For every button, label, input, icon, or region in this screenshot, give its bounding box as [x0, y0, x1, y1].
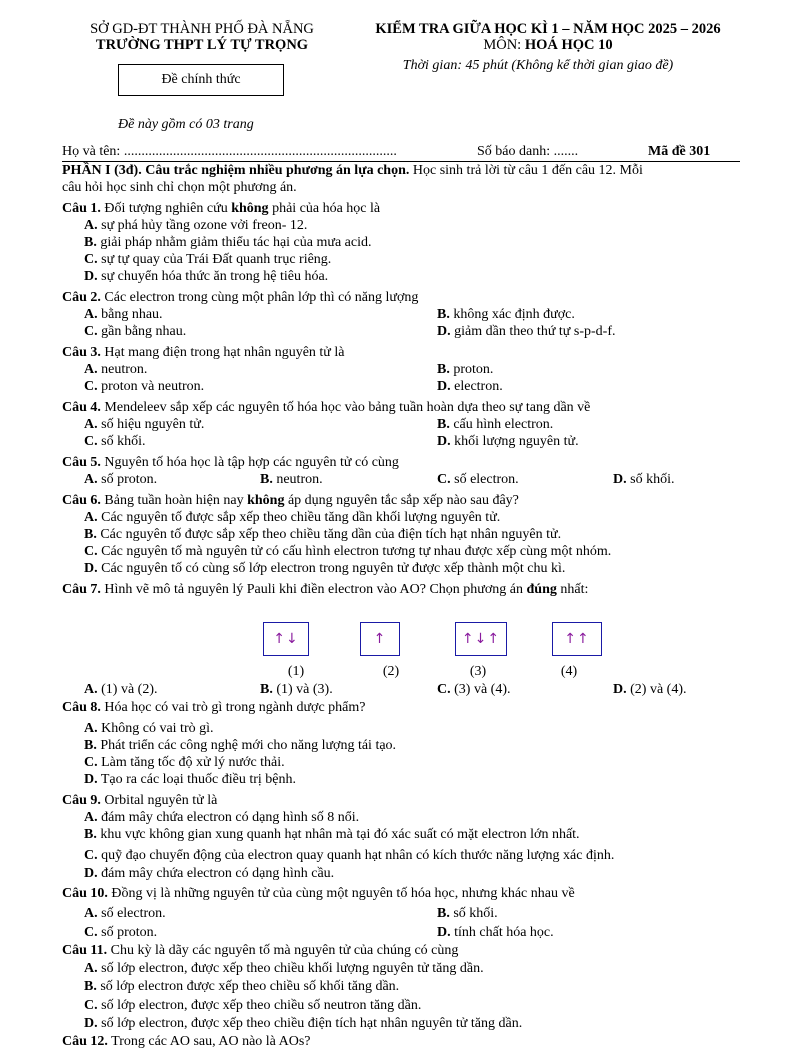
question-text: Đối tượng nghiên cứu [100, 201, 232, 216]
option-letter: D. [437, 324, 451, 339]
question-emphasis: không [247, 493, 285, 508]
option-letter: C. [437, 472, 451, 487]
question-text: Hóa học có vai trò gì trong ngành dược phẩm? [100, 700, 366, 715]
q7-option-d [613, 682, 687, 699]
option-text: Tạo ra các loại thuốc điều trị bệnh. [100, 772, 297, 787]
q10-option-a [84, 906, 166, 923]
question-emphasis: đúng [526, 582, 557, 597]
option-text: số hiệu nguyên tử. [101, 417, 205, 432]
option-letter: C. [84, 848, 98, 863]
part1-instruction-cont: câu hỏi học sinh chỉ chọn một phương án. [62, 180, 297, 195]
option-text: số proton. [101, 472, 158, 487]
option-text: khối lượng nguyên tử. [454, 434, 579, 449]
question-text: Nguyên tố hóa học là tập hợp các nguyên tử có cùng [100, 455, 399, 470]
q4-option-c [84, 434, 145, 451]
part1-title: PHẦN I (3đ). Câu trắc nghiệm nhiều phương án lựa chọn. [62, 163, 410, 178]
orbital-label-2: (2) [382, 664, 400, 679]
option-text: đám mây chứa electron có dạng hình số 8 nổi. [101, 810, 360, 825]
q2-option-d [437, 324, 616, 341]
question-number: Câu 4. [62, 400, 101, 415]
question-12 [62, 1034, 311, 1051]
option-text: Các nguyên tố có cùng số lớp electron trong nguyên tử được xếp thành một chu kì. [101, 561, 566, 576]
option-letter: B. [84, 738, 97, 753]
q10-option-c [84, 925, 157, 942]
option-text: gần bằng nhau. [101, 324, 187, 339]
question-number: Câu 7. [62, 582, 101, 597]
option-text: Các nguyên tố mà nguyên tử có cấu hình electron tương tự nhau được xếp cùng một nhóm. [101, 544, 612, 559]
question-emphasis: không [231, 201, 269, 216]
option-text: số electron. [101, 906, 166, 921]
electron-arrows: ↑ [373, 630, 387, 647]
option-letter: C. [84, 925, 98, 940]
question-number: Câu 1. [62, 201, 101, 216]
name-field: Họ và tên: .............................................................................. [62, 144, 397, 159]
option-letter: A. [84, 961, 98, 976]
option-letter: C. [84, 434, 98, 449]
question-text: áp dụng nguyên tắc sắp xếp nào sau đây? [284, 493, 519, 508]
q9-option-d [84, 866, 334, 883]
orbital-box-2 [360, 622, 400, 656]
option-letter: A. [84, 362, 98, 377]
option-letter: A. [84, 218, 98, 233]
option-letter: D. [84, 1016, 98, 1031]
exam-time: Thời gian: 45 phút (Không kể thời gian giao đề) [402, 58, 674, 73]
option-letter: D. [437, 925, 451, 940]
option-text: proton. [453, 362, 494, 377]
option-letter: C. [84, 755, 98, 770]
option-text: proton và neutron. [101, 379, 205, 394]
question-number: Câu 8. [62, 700, 101, 715]
q8-option-b [84, 738, 396, 755]
q3-option-d [437, 379, 503, 396]
option-text: neutron. [276, 472, 323, 487]
option-text: số lớp electron, được xếp theo chiều khối lượng nguyên tử tăng dần. [101, 961, 484, 976]
option-letter: B. [437, 417, 450, 432]
option-letter: A. [84, 417, 98, 432]
question-1 [62, 201, 380, 218]
q3-option-a [84, 362, 147, 379]
department-name: SỞ GD-ĐT THÀNH PHỐ ĐÀ NẴNG [90, 21, 314, 37]
candidate-number-field: Số báo danh: ....... [477, 144, 579, 159]
option-letter: D. [84, 866, 98, 881]
q11-option-b [84, 979, 399, 996]
q8-option-a [84, 721, 214, 738]
q11-option-c [84, 998, 421, 1015]
option-text: quỹ đạo chuyển động của electron quay quanh hạt nhân có kích thước năng lượng xác định. [101, 848, 615, 863]
question-10 [62, 886, 575, 903]
option-letter: A. [84, 906, 98, 921]
question-number: Câu 10. [62, 886, 108, 901]
option-letter: A. [84, 721, 98, 736]
electron-arrows: ↑↓ [273, 630, 299, 647]
option-text: Phát triển các công nghệ mới cho năng lượng tái tạo. [100, 738, 397, 753]
option-text: tính chất hóa học. [454, 925, 554, 940]
q8-option-c [84, 755, 285, 772]
official-stamp-box [118, 64, 284, 96]
q10-option-d [437, 925, 554, 942]
page-count: Đề này gồm có 03 trang [118, 117, 254, 132]
option-letter: B. [84, 979, 97, 994]
option-letter: A. [84, 472, 98, 487]
option-letter: B. [437, 307, 450, 322]
q2-option-c [84, 324, 186, 341]
option-text: số electron. [454, 472, 519, 487]
q2-option-b [437, 307, 575, 324]
official-label: Đề chính thức [161, 71, 241, 87]
question-4 [62, 400, 590, 417]
option-text: sự phá hủy tầng ozone vởi freon- 12. [101, 218, 308, 233]
option-text: đám mây chứa electron có dạng hình cầu. [101, 866, 335, 881]
option-text: Các nguyên tố được sắp xếp theo chiều tăng dần của điện tích hạt nhân nguyên tử. [100, 527, 562, 542]
option-text: electron. [454, 379, 503, 394]
q1-option-d [84, 269, 328, 286]
q5-option-c [437, 472, 519, 489]
option-text: (1) và (2). [101, 682, 158, 697]
question-5 [62, 455, 399, 472]
q8-option-d [84, 772, 296, 789]
q9-option-c [84, 848, 614, 865]
exam-title: KIỂM TRA GIỮA HỌC KÌ 1 – NĂM HỌC 2025 – 2026 [375, 21, 721, 37]
electron-arrows: ↑↓↑ [461, 630, 501, 647]
option-text: sự tự quay của Trái Đất quanh trục riêng. [101, 252, 332, 267]
option-text: Không có vai trò gì. [101, 721, 214, 736]
q3-option-c [84, 379, 204, 396]
option-text: số khối. [630, 472, 675, 487]
orbital-box-1 [263, 622, 309, 656]
option-text: khu vực không gian xung quanh hạt nhân mà tại đó xác suất có mặt electron lớn nhất. [100, 827, 580, 842]
q4-option-d [437, 434, 579, 451]
orbital-box-3 [455, 622, 507, 656]
q1-option-c [84, 252, 331, 269]
option-letter: B. [260, 472, 273, 487]
option-text: cấu hình electron. [453, 417, 554, 432]
question-9 [62, 793, 217, 810]
question-text: Chu kỳ là dãy các nguyên tố mà nguyên tử của chúng có cùng [107, 943, 459, 958]
option-text: giảm dần theo thứ tự s-p-d-f. [454, 324, 616, 339]
q5-option-a [84, 472, 157, 489]
q11-option-a [84, 961, 484, 978]
subject-line [348, 37, 748, 54]
option-text: Các nguyên tố được sắp xếp theo chiều tăng dần khối lượng nguyên tử. [101, 510, 501, 525]
part1-instruction: Học sinh trả lời từ câu 1 đến câu 12. Mỗi [409, 163, 643, 178]
option-letter: B. [437, 906, 450, 921]
option-letter: B. [84, 235, 97, 250]
option-text: (1) và (3). [276, 682, 333, 697]
option-text: số khối. [453, 906, 498, 921]
question-text: Bảng tuần hoàn hiện nay [100, 493, 248, 508]
question-text: phải của hóa học là [268, 201, 381, 216]
q7-option-c [437, 682, 511, 699]
exam-code: Mã đề 301 [648, 144, 711, 159]
question-11 [62, 943, 458, 960]
orbital-label-1: (1) [287, 664, 305, 679]
option-text: không xác định được. [453, 307, 575, 322]
question-number: Câu 5. [62, 455, 101, 470]
question-text: Hình vẽ mô tả nguyên lý Pauli khi điền electron vào AO? Chọn phương án [100, 582, 527, 597]
option-letter: D. [613, 682, 627, 697]
question-number: Câu 9. [62, 793, 101, 808]
question-2 [62, 290, 418, 307]
option-letter: C. [84, 379, 98, 394]
option-text: số lớp electron, được xếp theo chiều điện tích hạt nhân nguyên tử tăng dần. [101, 1016, 523, 1031]
subject-name: HOÁ HỌC 10 [524, 37, 613, 53]
question-7 [62, 582, 588, 599]
option-letter: C. [437, 682, 451, 697]
q6-option-b [84, 527, 561, 544]
option-letter: C. [84, 252, 98, 267]
option-letter: A. [84, 810, 98, 825]
question-text: Đồng vị là những nguyên tử của cùng một nguyên tố hóa học, nhưng khác nhau về [107, 886, 575, 901]
electron-arrows: ↑↑ [564, 630, 590, 647]
option-text: số lớp electron, được xếp theo chiều số neutron tăng dần. [101, 998, 422, 1013]
q4-option-a [84, 417, 204, 434]
option-text: (2) và (4). [630, 682, 687, 697]
option-letter: D. [84, 561, 98, 576]
question-3 [62, 345, 345, 362]
option-letter: D. [84, 269, 98, 284]
question-number: Câu 6. [62, 493, 101, 508]
option-letter: D. [84, 772, 98, 787]
q5-option-b [260, 472, 323, 489]
question-text: Orbital nguyên tử là [100, 793, 218, 808]
option-text: số khối. [101, 434, 146, 449]
question-text: Hạt mang điện trong hạt nhân nguyên tử là [100, 345, 345, 360]
q6-option-d [84, 561, 565, 578]
q1-option-a [84, 218, 307, 235]
q3-option-b [437, 362, 493, 379]
q1-option-b [84, 235, 372, 252]
option-letter: C. [84, 324, 98, 339]
orbital-label-4: (4) [560, 664, 578, 679]
option-text: giải pháp nhằm giảm thiểu tác hại của mưa acid. [100, 235, 372, 250]
subject-label: MÔN: [483, 37, 525, 53]
option-letter: B. [260, 682, 273, 697]
q7-option-b [260, 682, 333, 699]
q10-option-b [437, 906, 498, 923]
option-text: sự chuyển hóa thức ăn trong hệ tiêu hóa. [101, 269, 329, 284]
q6-option-c [84, 544, 611, 561]
orbital-label-3: (3) [469, 664, 487, 679]
orbital-box-4 [552, 622, 602, 656]
option-letter: A. [84, 307, 98, 322]
question-8 [62, 700, 366, 717]
option-text: số proton. [101, 925, 158, 940]
option-letter: C. [84, 544, 98, 559]
option-text: neutron. [101, 362, 148, 377]
option-letter: D. [613, 472, 627, 487]
question-text: Các electron trong cùng một phân lớp thì có năng lượng [100, 290, 419, 305]
option-letter: B. [84, 827, 97, 842]
option-text: số lớp electron được xếp theo chiều số khối tăng dần. [100, 979, 400, 994]
option-letter: A. [84, 682, 98, 697]
question-text: nhất: [556, 582, 589, 597]
question-number: Câu 11. [62, 943, 108, 958]
option-letter: B. [437, 362, 450, 377]
question-number: Câu 2. [62, 290, 101, 305]
school-name: TRƯỜNG THPT LÝ TỰ TRỌNG [95, 37, 309, 53]
option-letter: B. [84, 527, 97, 542]
q9-option-a [84, 810, 359, 827]
question-text: Trong các AO sau, AO nào là AOs? [107, 1034, 311, 1049]
header-divider [62, 161, 740, 162]
q11-option-d [84, 1016, 522, 1033]
option-letter: D. [437, 379, 451, 394]
question-6 [62, 493, 519, 510]
option-text: (3) và (4). [454, 682, 511, 697]
question-number: Câu 3. [62, 345, 101, 360]
question-number: Câu 12. [62, 1034, 108, 1049]
part1-heading [62, 163, 643, 180]
q5-option-d [613, 472, 674, 489]
q2-option-a [84, 307, 163, 324]
option-letter: C. [84, 998, 98, 1013]
q7-option-a [84, 682, 158, 699]
q9-option-b [84, 827, 580, 844]
option-text: Làm tăng tốc độ xử lý nước thải. [101, 755, 285, 770]
q4-option-b [437, 417, 553, 434]
option-letter: A. [84, 510, 98, 525]
option-text: bằng nhau. [101, 307, 163, 322]
option-letter: D. [437, 434, 451, 449]
question-text: Mendeleev sắp xếp các nguyên tố hóa học vào bảng tuần hoàn dựa theo sự tang dần về [100, 400, 591, 415]
q6-option-a [84, 510, 500, 527]
